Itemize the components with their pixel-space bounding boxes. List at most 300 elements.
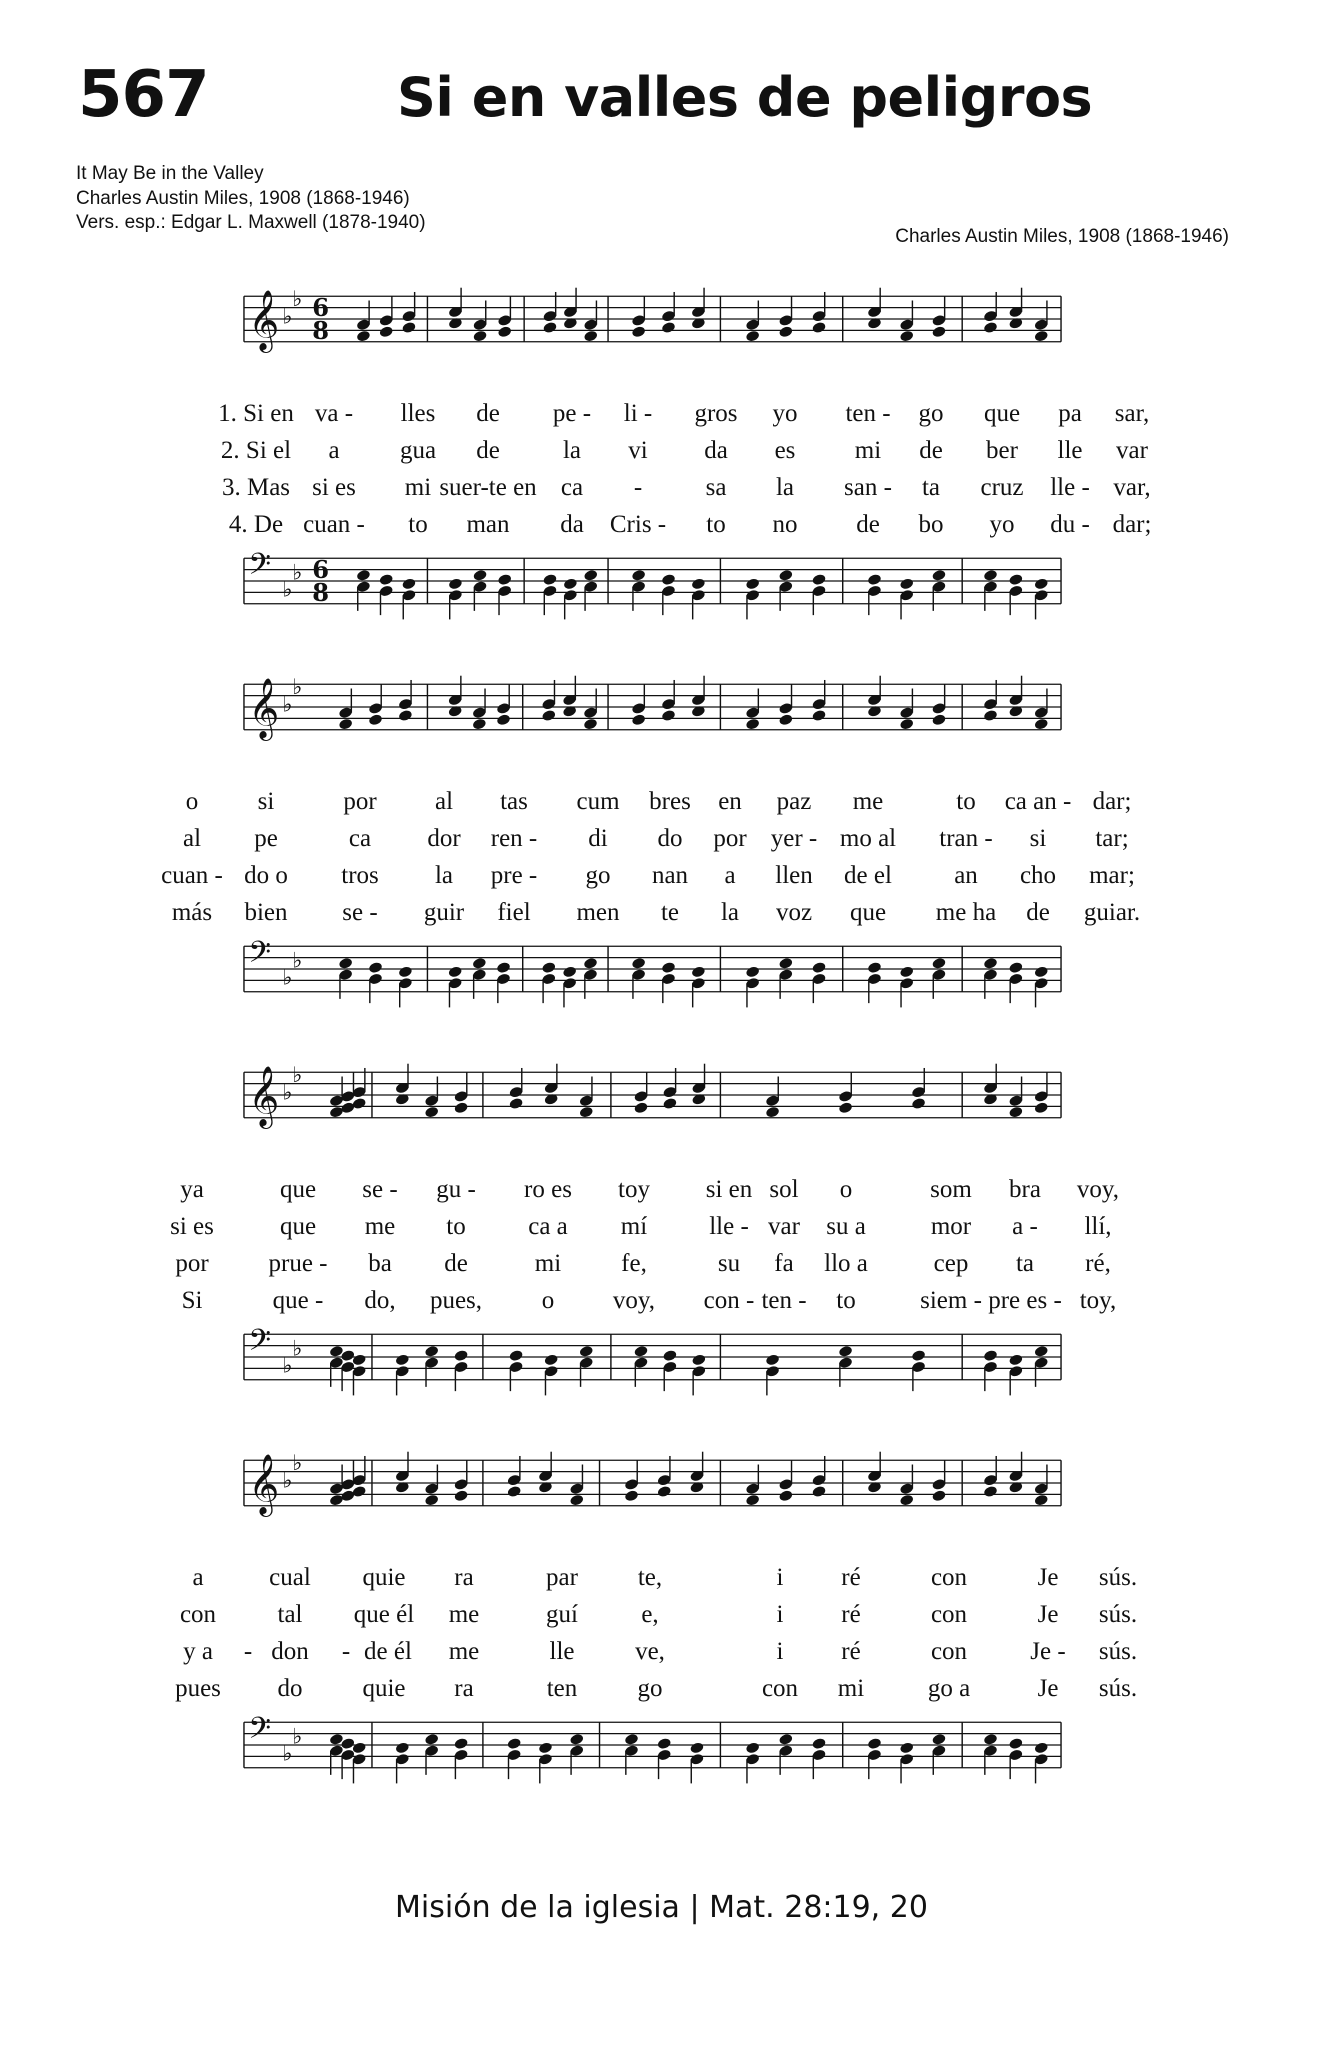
lyric-line	[78, 1287, 1227, 1323]
lyric-syllable: lles	[400, 400, 436, 427]
lyric-syllable: 3. Mas	[221, 474, 291, 501]
notehead	[579, 1106, 594, 1119]
lyric-syllable: ten -	[761, 1287, 807, 1314]
lyric-syllable: -	[243, 1638, 253, 1665]
lyric-syllable: go	[585, 862, 611, 889]
notehead	[811, 709, 826, 722]
notehead	[867, 573, 882, 586]
notehead	[352, 1097, 367, 1110]
lyric-syllable: to	[836, 1287, 856, 1314]
lyric-syllable: bien	[244, 899, 288, 926]
notehead	[569, 1494, 584, 1507]
notehead	[899, 330, 914, 343]
lyric-syllable: mi	[854, 437, 882, 464]
lyric-syllable: Je	[1037, 1564, 1059, 1591]
flat-icon: ♭	[282, 1741, 293, 1767]
notehead	[1008, 1106, 1023, 1119]
treble-clef-icon: 𝄞	[248, 1065, 280, 1127]
lyric-syllable: me	[364, 1213, 396, 1240]
lyric-syllable: por	[175, 1250, 209, 1277]
notehead	[542, 321, 557, 334]
lyric-syllable: do o	[244, 862, 288, 889]
notehead	[329, 1494, 344, 1507]
notehead	[983, 569, 998, 582]
lyric-syllable: san -	[844, 474, 892, 501]
bass-clef-icon: 𝄢	[248, 935, 272, 977]
lyric-line	[78, 1176, 1227, 1212]
lyric-syllable: to	[956, 788, 976, 815]
bass-staff	[78, 1713, 1227, 1777]
lyric-line	[78, 1250, 1227, 1286]
notehead	[745, 965, 760, 978]
notehead	[631, 569, 646, 582]
lyric-syllable: ca an -	[1004, 788, 1072, 815]
notehead	[867, 1737, 882, 1750]
lyric-syllable: go	[918, 400, 944, 427]
lyric-syllable: es	[774, 437, 796, 464]
notehead	[1008, 1737, 1023, 1750]
notehead	[562, 965, 577, 978]
notehead	[379, 573, 394, 586]
notehead	[338, 718, 353, 731]
notehead	[395, 1741, 410, 1754]
notehead	[544, 1353, 559, 1366]
treble-clef-icon: 𝄞	[248, 677, 280, 739]
lyric-syllable: que	[849, 899, 887, 926]
flat-icon: ♭	[282, 1080, 293, 1106]
notehead	[497, 325, 512, 338]
lyric-line	[78, 1601, 1227, 1637]
lyric-syllable: si en	[705, 1176, 753, 1203]
lyric-syllable: sús.	[1098, 1601, 1138, 1628]
flat-icon: ♭	[282, 304, 293, 330]
notehead	[811, 321, 826, 334]
notehead	[352, 1485, 367, 1498]
notehead	[472, 330, 487, 343]
lyric-syllable: lle	[1057, 437, 1083, 464]
notehead	[657, 1485, 672, 1498]
lyric-syllable: por	[343, 788, 377, 815]
notehead	[1008, 573, 1023, 586]
lyric-line	[78, 400, 1227, 436]
lyric-syllable: o	[185, 788, 199, 815]
lyric-line	[78, 1564, 1227, 1600]
lyric-syllable: de	[919, 437, 943, 464]
notehead	[662, 1097, 677, 1110]
lyric-syllable: ren -	[490, 825, 538, 852]
lyric-syllable: men	[576, 899, 620, 926]
flat-icon: ♭	[282, 1353, 293, 1379]
lyric-syllable: la	[775, 474, 795, 501]
notehead	[778, 1733, 793, 1746]
notehead	[542, 573, 557, 586]
notehead	[778, 957, 793, 970]
notehead	[496, 713, 511, 726]
lyric-syllable: 4. De	[228, 511, 284, 538]
notehead	[583, 718, 598, 731]
lyric-syllable: gros	[694, 400, 738, 427]
lyric-syllable: mo al	[839, 825, 897, 852]
lyric-syllable: som	[930, 1176, 972, 1203]
lyric-syllable: pa	[1058, 400, 1082, 427]
lyric-syllable: de él	[364, 1638, 412, 1665]
notehead	[631, 957, 646, 970]
flat-icon: ♭	[282, 692, 293, 718]
lyric-syllable: o	[839, 1176, 853, 1203]
notehead	[661, 573, 676, 586]
lyric-syllable: voy,	[1076, 1176, 1120, 1203]
lyric-line	[78, 862, 1227, 898]
notehead	[745, 330, 760, 343]
lyric-syllable: bo	[918, 511, 944, 538]
notehead	[745, 1741, 760, 1754]
lyric-syllable: su a	[826, 1213, 866, 1240]
lyric-syllable: nan	[651, 862, 689, 889]
lyric-syllable: do,	[364, 1287, 396, 1314]
flat-icon: ♭	[292, 1724, 303, 1750]
lyric-syllable: cuan -	[161, 862, 223, 889]
notehead	[1034, 1494, 1049, 1507]
lyric-syllable: por	[713, 825, 747, 852]
lyric-syllable: tros	[341, 862, 379, 889]
lyric-syllable: ré	[841, 1638, 861, 1665]
notehead	[453, 1101, 468, 1114]
bass-staff	[78, 937, 1227, 1001]
lyric-syllable: se -	[342, 899, 378, 926]
lyric-syllable: a	[724, 862, 736, 889]
lyric-syllable: con	[930, 1564, 968, 1591]
notehead	[867, 961, 882, 974]
lyric-syllable: mi	[837, 1675, 865, 1702]
bass-staff	[78, 549, 1227, 613]
notehead	[931, 569, 946, 582]
notehead	[379, 325, 394, 338]
lyric-syllable: bres	[649, 788, 691, 815]
lyric-syllable: con	[930, 1601, 968, 1628]
lyric-syllable: to	[408, 511, 428, 538]
notehead	[356, 569, 371, 582]
lyric-syllable: ré	[841, 1601, 861, 1628]
notehead	[631, 713, 646, 726]
notehead	[1034, 965, 1049, 978]
lyric-syllable: que él	[353, 1601, 415, 1628]
flat-icon: ♭	[292, 948, 303, 974]
lyric-syllable: si	[1029, 825, 1047, 852]
time-signature-digit: 6	[312, 555, 330, 585]
lyric-line	[78, 511, 1227, 547]
notehead	[633, 1345, 648, 1358]
lyric-syllable: pre es -	[988, 1287, 1062, 1314]
lyric-syllable: lle	[549, 1638, 575, 1665]
lyric-syllable: cruz	[980, 474, 1024, 501]
lyric-syllable: de	[476, 437, 500, 464]
notehead	[838, 1345, 853, 1358]
notehead	[508, 1097, 523, 1110]
notehead	[453, 1737, 468, 1750]
lyric-syllable: pre -	[490, 862, 538, 889]
treble-clef-icon: 𝄞	[248, 289, 280, 351]
lyric-syllable: yo	[989, 511, 1015, 538]
lyric-line	[78, 788, 1227, 824]
notehead	[931, 713, 946, 726]
lyric-syllable: don	[271, 1638, 309, 1665]
lyric-syllable: ten	[546, 1675, 578, 1702]
lyric-syllable: e,	[641, 1601, 659, 1628]
bass-clef-icon: 𝄢	[248, 1711, 272, 1753]
lyric-syllable: me	[448, 1601, 480, 1628]
lyric-syllable: siem -	[920, 1287, 982, 1314]
translation-credit: Vers. esp.: Edgar L. Maxwell (1878-1940)	[76, 212, 426, 233]
lyric-syllable: sar,	[1114, 400, 1150, 427]
lyric-syllable: llo a	[824, 1250, 868, 1277]
lyric-syllable: fe,	[621, 1250, 647, 1277]
notehead	[453, 1349, 468, 1362]
lyric-syllable: man	[466, 511, 510, 538]
lyric-syllable: tal	[277, 1601, 303, 1628]
lyric-syllable: se -	[362, 1176, 398, 1203]
time-signature-digit: 8	[312, 315, 330, 345]
notehead	[899, 965, 914, 978]
lyric-syllable: var	[768, 1213, 800, 1240]
lyric-syllable: quie	[362, 1675, 406, 1702]
hymn-number: 567	[78, 58, 209, 132]
treble-clef-icon: 𝄞	[248, 1453, 280, 1515]
lyric-syllable: me	[448, 1638, 480, 1665]
notehead	[931, 1489, 946, 1502]
notehead	[329, 1106, 344, 1119]
lyric-syllable: dar;	[1112, 511, 1152, 538]
notehead	[497, 573, 512, 586]
notehead	[778, 1489, 793, 1502]
lyric-syllable: to	[446, 1213, 466, 1240]
lyric-syllable: que	[279, 1213, 317, 1240]
time-signature-digit: 8	[312, 577, 330, 607]
lyric-syllable: da	[560, 511, 584, 538]
notehead	[1008, 1353, 1023, 1366]
notehead	[633, 1101, 648, 1114]
notehead	[368, 713, 383, 726]
notehead	[983, 957, 998, 970]
notehead	[899, 1494, 914, 1507]
lyric-syllable: Je	[1037, 1675, 1059, 1702]
lyric-syllable: du -	[1050, 511, 1090, 538]
lyric-line	[78, 1213, 1227, 1249]
lyric-syllable: go	[637, 1675, 663, 1702]
notehead	[507, 1485, 522, 1498]
notehead	[983, 1485, 998, 1498]
lyric-syllable: me	[852, 788, 884, 815]
lyric-syllable: gu -	[436, 1176, 476, 1203]
lyric-syllable: i	[776, 1638, 784, 1665]
lyric-syllable: pe -	[552, 400, 592, 427]
lyric-syllable: que	[983, 400, 1021, 427]
lyric-syllable: voz	[775, 899, 813, 926]
lyric-syllable: guí	[546, 1601, 578, 1628]
lyric-syllable: var,	[1113, 474, 1151, 501]
notehead	[583, 569, 598, 582]
lyric-syllable: go a	[927, 1675, 971, 1702]
notehead	[1034, 1101, 1049, 1114]
lyric-syllable: cuan -	[303, 511, 365, 538]
lyric-syllable: te	[660, 899, 680, 926]
lyric-syllable: to	[706, 511, 726, 538]
treble-staff	[78, 1451, 1227, 1515]
notehead	[424, 1106, 439, 1119]
bass-staff	[78, 1325, 1227, 1389]
notehead	[453, 1489, 468, 1502]
lyric-syllable: var	[1116, 437, 1148, 464]
lyric-syllable: y a	[183, 1638, 213, 1665]
lyric-syllable: tas	[500, 788, 528, 815]
notehead	[395, 1353, 410, 1366]
lyric-syllable: si es	[170, 1213, 214, 1240]
lyric-syllable: gua	[399, 437, 437, 464]
lyric-syllable: de	[1026, 899, 1050, 926]
flat-icon: ♭	[292, 675, 303, 701]
notehead	[424, 1345, 439, 1358]
lyric-syllable: o	[541, 1287, 555, 1314]
notehead	[541, 961, 556, 974]
lyric-syllable: cum	[576, 788, 620, 815]
hymn-title: Si en valles de peligros	[397, 66, 1093, 129]
lyric-syllable: mí	[620, 1213, 648, 1240]
notehead	[745, 718, 760, 731]
flat-icon: ♭	[292, 1336, 303, 1362]
notehead	[778, 325, 793, 338]
lyric-syllable: de	[856, 511, 880, 538]
lyric-syllable: la	[562, 437, 582, 464]
lyric-syllable: an	[954, 862, 978, 889]
lyric-syllable: lle -	[709, 1213, 749, 1240]
notehead	[661, 321, 676, 334]
lyric-syllable: con	[761, 1675, 799, 1702]
notehead	[398, 965, 413, 978]
lyric-syllable: Cris -	[609, 511, 667, 538]
lyric-syllable: a	[192, 1564, 204, 1591]
flat-icon: ♭	[292, 1451, 303, 1477]
notehead	[508, 1349, 523, 1362]
notehead	[424, 1494, 439, 1507]
lyric-syllable: i	[776, 1564, 784, 1591]
notehead	[624, 1733, 639, 1746]
notehead	[1034, 1345, 1049, 1358]
notehead	[811, 573, 826, 586]
notehead	[983, 1733, 998, 1746]
flat-icon: ♭	[282, 577, 293, 603]
notehead	[745, 577, 760, 590]
notehead	[899, 1741, 914, 1754]
lyric-syllable: toy,	[1079, 1287, 1117, 1314]
notehead	[472, 718, 487, 731]
notehead	[448, 965, 463, 978]
lyric-syllable: ten -	[845, 400, 891, 427]
lyric-syllable: ca	[348, 825, 372, 852]
notehead	[691, 1353, 706, 1366]
lyric-syllable: con -	[703, 1287, 755, 1314]
lyric-syllable: mor	[930, 1213, 972, 1240]
notehead	[563, 577, 578, 590]
notehead	[583, 330, 598, 343]
notehead	[691, 965, 706, 978]
lyric-syllable: da	[704, 437, 728, 464]
lyric-syllable: paz	[776, 788, 812, 815]
lyric-syllable: de	[476, 400, 500, 427]
notehead	[631, 325, 646, 338]
notehead	[662, 1349, 677, 1362]
notehead	[983, 709, 998, 722]
time-signature-digit: 6	[312, 293, 330, 323]
lyric-syllable: que	[279, 1176, 317, 1203]
notehead	[340, 1101, 355, 1114]
lyric-syllable: ré	[841, 1564, 861, 1591]
credits-block	[76, 162, 426, 236]
lyric-syllable: tran -	[939, 825, 993, 852]
lyric-syllable: 2. Si el	[220, 437, 292, 464]
lyric-syllable: mi	[404, 474, 432, 501]
lyric-syllable: 1. Si en	[218, 400, 294, 427]
notehead	[1034, 718, 1049, 731]
lyric-syllable: -	[633, 474, 643, 501]
words-credit: Charles Austin Miles, 1908 (1868-1946)	[76, 187, 410, 209]
lyric-syllable: di	[588, 825, 608, 852]
lyric-syllable: do	[277, 1675, 303, 1702]
notehead	[541, 709, 556, 722]
bass-clef-icon: 𝄢	[248, 1323, 272, 1365]
lyric-syllable: ta	[921, 474, 941, 501]
lyric-syllable: yer -	[770, 825, 818, 852]
lyric-syllable: suer-te en	[439, 474, 537, 501]
notehead	[983, 1349, 998, 1362]
lyric-syllable: llen	[775, 862, 813, 889]
notehead	[401, 577, 416, 590]
lyric-syllable: sús.	[1098, 1675, 1138, 1702]
notehead	[657, 1737, 672, 1750]
lyric-syllable: si	[257, 788, 275, 815]
lyric-syllable: ya	[180, 1176, 204, 1203]
notehead	[1034, 1741, 1049, 1754]
notehead	[424, 1733, 439, 1746]
lyric-syllable: al	[182, 825, 202, 852]
lyric-syllable: con	[930, 1638, 968, 1665]
notehead	[983, 321, 998, 334]
lyric-syllable: tar;	[1095, 825, 1129, 852]
bass-clef-icon: 𝄢	[248, 547, 272, 589]
lyric-syllable: no	[772, 511, 798, 538]
lyric-line	[78, 474, 1227, 510]
notehead	[931, 957, 946, 970]
lyric-line	[78, 437, 1227, 473]
notehead	[340, 1489, 355, 1502]
lyric-syllable: cep	[933, 1250, 969, 1277]
lyric-syllable: do	[657, 825, 683, 852]
lyric-syllable: yo	[772, 400, 798, 427]
flat-icon: ♭	[282, 1468, 293, 1494]
footer-reference: Misión de la iglesia | Mat. 28:19, 20	[395, 1890, 928, 1925]
lyric-syllable: la	[720, 899, 740, 926]
notehead	[569, 1733, 584, 1746]
notehead	[931, 1733, 946, 1746]
lyric-syllable: i	[776, 1601, 784, 1628]
lyric-syllable: fiel	[497, 899, 531, 926]
flat-icon: ♭	[292, 560, 303, 586]
notehead	[778, 713, 793, 726]
notehead	[1008, 961, 1023, 974]
lyric-syllable: sús.	[1098, 1564, 1138, 1591]
notehead	[911, 1097, 926, 1110]
lyric-syllable: si es	[312, 474, 356, 501]
lyric-syllable: ta	[1015, 1250, 1035, 1277]
notehead	[811, 1737, 826, 1750]
